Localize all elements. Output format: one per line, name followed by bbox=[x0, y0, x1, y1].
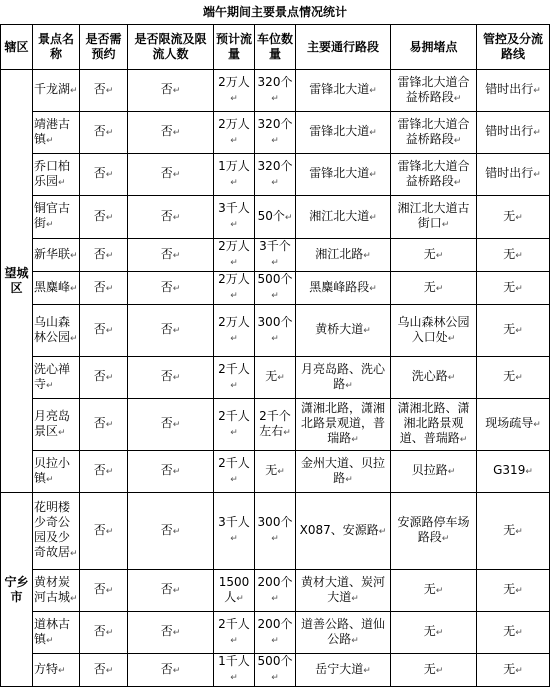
paragraph-mark-icon: ↵ bbox=[105, 467, 114, 477]
flow-limit-cell: 否↵ bbox=[128, 570, 214, 612]
paragraph-mark-icon: ↵ bbox=[172, 373, 181, 383]
paragraph-mark-icon: ↵ bbox=[230, 474, 238, 485]
main-road-cell: 金州大道、贝拉路↵ bbox=[296, 451, 391, 493]
paragraph-mark-icon: ↵ bbox=[105, 250, 114, 261]
table-row bbox=[1, 272, 550, 305]
expected-flow-cell: 2千人↵ bbox=[214, 357, 255, 399]
header-cell: 易拥堵点 bbox=[391, 25, 477, 70]
paragraph-mark-icon: ↵ bbox=[172, 283, 181, 294]
expected-flow-cell: 2万人↵ bbox=[214, 305, 255, 357]
paragraph-mark-icon: ↵ bbox=[459, 435, 468, 445]
paragraph-mark-icon: ↵ bbox=[70, 593, 78, 604]
paragraph-mark-icon: ↵ bbox=[435, 250, 444, 261]
paragraph-mark-icon: ↵ bbox=[230, 220, 238, 230]
header-cell: 是否限流及限流人数 bbox=[128, 25, 214, 70]
paragraph-mark-icon: ↵ bbox=[230, 673, 238, 683]
paragraph-mark-icon: ↵ bbox=[453, 93, 462, 104]
paragraph-mark-icon: ↵ bbox=[369, 170, 377, 180]
paragraph-mark-icon: ↵ bbox=[277, 467, 285, 477]
paragraph-mark-icon: ↵ bbox=[515, 250, 523, 261]
paragraph-mark-icon: ↵ bbox=[105, 526, 114, 537]
congestion-point-cell: 无↵ bbox=[391, 654, 477, 687]
paragraph-mark-icon: ↵ bbox=[70, 549, 78, 559]
parking-spaces-cell: 500个↵ bbox=[255, 654, 296, 687]
congestion-point-cell: 无↵ bbox=[391, 239, 477, 272]
paragraph-mark-icon: ↵ bbox=[172, 86, 181, 96]
header-cell: 是否需预约 bbox=[80, 25, 128, 70]
paragraph-mark-icon: ↵ bbox=[105, 86, 114, 96]
control-route-cell: 现场疏导↵ bbox=[477, 399, 550, 451]
paragraph-mark-icon: ↵ bbox=[105, 628, 114, 638]
paragraph-mark-icon: ↵ bbox=[105, 212, 114, 223]
expected-flow-cell: 2千人↵ bbox=[214, 451, 255, 493]
paragraph-mark-icon: ↵ bbox=[46, 380, 54, 391]
table-row bbox=[1, 239, 550, 272]
spot-name-cell: 靖港古镇↵ bbox=[33, 112, 80, 154]
spot-name-cell: 黄材炭河古城↵ bbox=[33, 570, 80, 612]
paragraph-mark-icon: ↵ bbox=[533, 170, 541, 180]
paragraph-mark-icon: ↵ bbox=[230, 380, 238, 391]
table-row bbox=[1, 70, 550, 112]
control-route-cell: 错时出行↵ bbox=[477, 70, 550, 112]
parking-spaces-cell: 3千个↵ bbox=[255, 239, 296, 272]
expected-flow-cell: 2万人↵ bbox=[214, 239, 255, 272]
congestion-point-cell: 雷锋北大道合益桥路段↵ bbox=[391, 112, 477, 154]
header-cell: 管控及分流路线 bbox=[477, 25, 550, 70]
district-cell: 望城区 bbox=[1, 70, 33, 493]
expected-flow-cell: 2千人↵ bbox=[214, 612, 255, 654]
control-route-cell: 无↵ bbox=[477, 272, 550, 305]
flow-limit-cell: 否↵ bbox=[128, 612, 214, 654]
paragraph-mark-icon: ↵ bbox=[172, 170, 181, 180]
expected-flow-cell: 1500人↵ bbox=[214, 570, 255, 612]
paragraph-mark-icon: ↵ bbox=[271, 135, 279, 146]
paragraph-mark-icon: ↵ bbox=[271, 593, 279, 604]
paragraph-mark-icon: ↵ bbox=[105, 665, 114, 676]
paragraph-mark-icon: ↵ bbox=[70, 250, 78, 261]
paragraph-mark-icon: ↵ bbox=[271, 291, 279, 301]
control-route-cell: 错时出行↵ bbox=[477, 112, 550, 154]
spot-name-cell: 贝拉小镇↵ bbox=[33, 451, 80, 493]
expected-flow-cell: 2千人↵ bbox=[214, 399, 255, 451]
parking-spaces-cell: 无↵ bbox=[255, 357, 296, 399]
paragraph-mark-icon: ↵ bbox=[46, 135, 54, 146]
paragraph-mark-icon: ↵ bbox=[46, 635, 54, 646]
paragraph-mark-icon: ↵ bbox=[172, 665, 181, 676]
main-road-cell: 道善公路、道仙公路↵ bbox=[296, 612, 391, 654]
congestion-point-cell: 雷锋北大道合益桥路段↵ bbox=[391, 154, 477, 196]
spot-name-cell: 乌山森林公园↵ bbox=[33, 305, 80, 357]
paragraph-mark-icon: ↵ bbox=[453, 177, 462, 188]
congestion-point-cell: 乌山森林公园入口处↵ bbox=[391, 305, 477, 357]
paragraph-mark-icon: ↵ bbox=[172, 467, 181, 477]
paragraph-mark-icon: ↵ bbox=[515, 212, 523, 223]
paragraph-mark-icon: ↵ bbox=[515, 628, 523, 638]
flow-limit-cell: 否↵ bbox=[128, 493, 214, 570]
expected-flow-cell: 3千人↵ bbox=[214, 196, 255, 239]
paragraph-mark-icon: ↵ bbox=[435, 665, 444, 676]
paragraph-mark-icon: ↵ bbox=[525, 467, 533, 477]
paragraph-mark-icon: ↵ bbox=[369, 212, 377, 223]
reservation-cell: 否↵ bbox=[80, 612, 128, 654]
reservation-cell: 否↵ bbox=[80, 305, 128, 357]
paragraph-mark-icon: ↵ bbox=[453, 135, 462, 146]
reservation-cell: 否↵ bbox=[80, 272, 128, 305]
paragraph-mark-icon: ↵ bbox=[441, 534, 450, 544]
parking-spaces-cell: 无↵ bbox=[255, 451, 296, 493]
main-road-cell: 月亮岛路、洗心路↵ bbox=[296, 357, 391, 399]
paragraph-mark-icon: ↵ bbox=[172, 586, 181, 596]
paragraph-mark-icon: ↵ bbox=[369, 86, 377, 96]
paragraph-mark-icon: ↵ bbox=[284, 212, 293, 223]
header-cell: 主要通行路段 bbox=[296, 25, 391, 70]
reservation-cell: 否↵ bbox=[80, 70, 128, 112]
paragraph-mark-icon: ↵ bbox=[369, 128, 377, 138]
paragraph-mark-icon: ↵ bbox=[70, 86, 78, 96]
main-road-cell: 雷锋北大道↵ bbox=[296, 112, 391, 154]
flow-limit-cell: 否↵ bbox=[128, 451, 214, 493]
table-row bbox=[1, 357, 550, 399]
paragraph-mark-icon: ↵ bbox=[230, 635, 238, 646]
table-row bbox=[1, 305, 550, 357]
control-route-cell: 无↵ bbox=[477, 654, 550, 687]
paragraph-mark-icon: ↵ bbox=[236, 593, 244, 604]
main-road-cell: 黄材大道、炭河大道↵ bbox=[296, 570, 391, 612]
control-route-cell: 无↵ bbox=[477, 612, 550, 654]
paragraph-mark-icon: ↵ bbox=[70, 283, 78, 294]
table-row bbox=[1, 612, 550, 654]
paragraph-mark-icon: ↵ bbox=[105, 586, 114, 596]
main-road-cell: 岳宁大道↵ bbox=[296, 654, 391, 687]
expected-flow-cell: 2万人↵ bbox=[214, 112, 255, 154]
main-road-cell: 雷锋北大道↵ bbox=[296, 70, 391, 112]
table-row bbox=[1, 399, 550, 451]
paragraph-mark-icon: ↵ bbox=[345, 380, 353, 391]
reservation-cell: 否↵ bbox=[80, 357, 128, 399]
flow-limit-cell: 否↵ bbox=[128, 196, 214, 239]
paragraph-mark-icon: ↵ bbox=[58, 427, 66, 438]
parking-spaces-cell: 300个↵ bbox=[255, 493, 296, 570]
reservation-cell: 否↵ bbox=[80, 570, 128, 612]
flow-limit-cell: 否↵ bbox=[128, 654, 214, 687]
parking-spaces-cell: 320个↵ bbox=[255, 154, 296, 196]
main-road-cell: 湘江北大道↵ bbox=[296, 196, 391, 239]
flow-limit-cell: 否↵ bbox=[128, 399, 214, 451]
flow-limit-cell: 否↵ bbox=[128, 357, 214, 399]
paragraph-mark-icon: ↵ bbox=[515, 665, 523, 676]
expected-flow-cell: 2万人↵ bbox=[214, 272, 255, 305]
paragraph-mark-icon: ↵ bbox=[46, 220, 54, 230]
header-cell: 预计流量 bbox=[214, 25, 255, 70]
paragraph-mark-icon: ↵ bbox=[515, 586, 523, 596]
flow-limit-cell: 否↵ bbox=[128, 305, 214, 357]
paragraph-mark-icon: ↵ bbox=[58, 177, 66, 188]
reservation-cell: 否↵ bbox=[80, 451, 128, 493]
congestion-point-cell: 雷锋北大道合益桥路段↵ bbox=[391, 70, 477, 112]
reservation-cell: 否↵ bbox=[80, 399, 128, 451]
paragraph-mark-icon: ↵ bbox=[271, 93, 279, 104]
parking-spaces-cell: 50个↵ bbox=[255, 196, 296, 239]
parking-spaces-cell: 200个↵ bbox=[255, 612, 296, 654]
paragraph-mark-icon: ↵ bbox=[447, 333, 456, 344]
parking-spaces-cell: 2千个左右↵ bbox=[255, 399, 296, 451]
paragraph-mark-icon: ↵ bbox=[345, 474, 353, 485]
page-title: 端午期间主要景点情况统计 bbox=[202, 5, 347, 19]
paragraph-mark-icon: ↵ bbox=[363, 665, 371, 676]
paragraph-mark-icon: ↵ bbox=[447, 467, 456, 477]
table-row bbox=[1, 196, 550, 239]
reservation-cell: 否↵ bbox=[80, 196, 128, 239]
paragraph-mark-icon: ↵ bbox=[271, 177, 279, 188]
paragraph-mark-icon: ↵ bbox=[435, 628, 444, 638]
paragraph-mark-icon: ↵ bbox=[351, 593, 359, 604]
scenic-spot-table bbox=[0, 24, 550, 687]
control-route-cell: 无↵ bbox=[477, 305, 550, 357]
paragraph-mark-icon: ↵ bbox=[533, 86, 541, 96]
header-cell: 景点名称 bbox=[33, 25, 80, 70]
parking-spaces-cell: 300个↵ bbox=[255, 305, 296, 357]
paragraph-mark-icon: ↵ bbox=[351, 635, 359, 646]
paragraph-mark-icon: ↵ bbox=[363, 250, 371, 261]
district-cell: 宁乡市 bbox=[1, 493, 33, 687]
paragraph-mark-icon: ↵ bbox=[105, 373, 114, 383]
paragraph-mark-icon: ↵ bbox=[230, 177, 238, 188]
spot-name-cell: 铜官古街↵ bbox=[33, 196, 80, 239]
paragraph-mark-icon: ↵ bbox=[271, 635, 279, 646]
paragraph-mark-icon: ↵ bbox=[172, 326, 181, 336]
spot-name-cell: 道林古镇↵ bbox=[33, 612, 80, 654]
main-road-cell: 雷锋北大道↵ bbox=[296, 154, 391, 196]
paragraph-mark-icon: ↵ bbox=[230, 333, 238, 344]
spot-name-cell: 花明楼少奇公园及少奇故居↵ bbox=[33, 493, 80, 570]
control-route-cell: 无↵ bbox=[477, 570, 550, 612]
expected-flow-cell: 3千人↵ bbox=[214, 493, 255, 570]
expected-flow-cell: 2万人↵ bbox=[214, 70, 255, 112]
paragraph-mark-icon: ↵ bbox=[46, 474, 54, 485]
flow-limit-cell: 否↵ bbox=[128, 239, 214, 272]
paragraph-mark-icon: ↵ bbox=[230, 291, 238, 301]
congestion-point-cell: 无↵ bbox=[391, 612, 477, 654]
paragraph-mark-icon: ↵ bbox=[230, 534, 238, 544]
main-road-cell: 黄桥大道↵ bbox=[296, 305, 391, 357]
expected-flow-cell: 1千人↵ bbox=[214, 654, 255, 687]
paragraph-mark-icon: ↵ bbox=[533, 128, 541, 138]
reservation-cell: 否↵ bbox=[80, 493, 128, 570]
spot-name-cell: 新华联↵ bbox=[33, 239, 80, 272]
paragraph-mark-icon: ↵ bbox=[105, 326, 114, 336]
paragraph-mark-icon: ↵ bbox=[515, 526, 523, 537]
paragraph-mark-icon: ↵ bbox=[515, 373, 523, 383]
paragraph-mark-icon: ↵ bbox=[533, 420, 541, 430]
congestion-point-cell: 贝拉路↵ bbox=[391, 451, 477, 493]
reservation-cell: 否↵ bbox=[80, 112, 128, 154]
paragraph-mark-icon: ↵ bbox=[230, 93, 238, 104]
paragraph-mark-icon: ↵ bbox=[435, 283, 444, 294]
paragraph-mark-icon: ↵ bbox=[515, 326, 523, 336]
paragraph-mark-icon: ↵ bbox=[435, 586, 444, 596]
paragraph-mark-icon: ↵ bbox=[363, 326, 371, 336]
main-road-cell: 湘江北路↵ bbox=[296, 239, 391, 272]
congestion-point-cell: 无↵ bbox=[391, 272, 477, 305]
control-route-cell: G319↵ bbox=[477, 451, 550, 493]
control-route-cell: 错时出行↵ bbox=[477, 154, 550, 196]
spot-name-cell: 千龙湖↵ bbox=[33, 70, 80, 112]
main-road-cell: 潇湘北路，潇湘北路景观道，普瑞路↵ bbox=[296, 399, 391, 451]
header-cell: 车位数量 bbox=[255, 25, 296, 70]
table-row bbox=[1, 570, 550, 612]
paragraph-mark-icon: ↵ bbox=[230, 135, 238, 146]
paragraph-mark-icon: ↵ bbox=[271, 258, 279, 268]
header-cell: 辖区 bbox=[1, 25, 33, 70]
spot-name-cell: 黑麋峰↵ bbox=[33, 272, 80, 305]
spot-name-cell: 月亮岛景区↵ bbox=[33, 399, 80, 451]
paragraph-mark-icon: ↵ bbox=[105, 283, 114, 294]
parking-spaces-cell: 320个↵ bbox=[255, 112, 296, 154]
flow-limit-cell: 否↵ bbox=[128, 154, 214, 196]
congestion-point-cell: 潇湘北路、潇湘北路景观道、普瑞路↵ bbox=[391, 399, 477, 451]
flow-limit-cell: 否↵ bbox=[128, 70, 214, 112]
table-row bbox=[1, 112, 550, 154]
flow-limit-cell: 否↵ bbox=[128, 272, 214, 305]
reservation-cell: 否↵ bbox=[80, 654, 128, 687]
paragraph-mark-icon: ↵ bbox=[515, 283, 523, 294]
paragraph-mark-icon: ↵ bbox=[378, 526, 387, 537]
flow-limit-cell: 否↵ bbox=[128, 112, 214, 154]
table-row bbox=[1, 154, 550, 196]
paragraph-mark-icon: ↵ bbox=[277, 373, 285, 383]
congestion-point-cell: 洗心路↵ bbox=[391, 357, 477, 399]
spot-name-cell: 洗心禅寺↵ bbox=[33, 357, 80, 399]
paragraph-mark-icon: ↵ bbox=[283, 427, 291, 438]
table-row bbox=[1, 654, 550, 687]
reservation-cell: 否↵ bbox=[80, 154, 128, 196]
paragraph-mark-icon: ↵ bbox=[271, 673, 279, 683]
control-route-cell: 无↵ bbox=[477, 196, 550, 239]
paragraph-mark-icon: ↵ bbox=[105, 170, 114, 180]
paragraph-mark-icon: ↵ bbox=[230, 258, 238, 268]
paragraph-mark-icon: ↵ bbox=[58, 665, 66, 676]
paragraph-mark-icon: ↵ bbox=[271, 534, 279, 544]
paragraph-mark-icon: ↵ bbox=[230, 427, 238, 438]
paragraph-mark-icon: ↵ bbox=[70, 333, 78, 344]
paragraph-mark-icon: ↵ bbox=[105, 420, 114, 430]
control-route-cell: 无↵ bbox=[477, 239, 550, 272]
reservation-cell: 否↵ bbox=[80, 239, 128, 272]
paragraph-mark-icon: ↵ bbox=[172, 212, 181, 223]
control-route-cell: 无↵ bbox=[477, 357, 550, 399]
control-route-cell: 无↵ bbox=[477, 493, 550, 570]
table-row bbox=[1, 493, 550, 570]
paragraph-mark-icon: ↵ bbox=[447, 373, 456, 383]
paragraph-mark-icon: ↵ bbox=[351, 435, 359, 445]
paragraph-mark-icon: ↵ bbox=[441, 220, 450, 230]
expected-flow-cell: 1万人↵ bbox=[214, 154, 255, 196]
table-row bbox=[1, 451, 550, 493]
congestion-point-cell: 安源路停车场路段↵ bbox=[391, 493, 477, 570]
paragraph-mark-icon: ↵ bbox=[172, 250, 181, 261]
paragraph-mark-icon: ↵ bbox=[172, 128, 181, 138]
paragraph-mark-icon: ↵ bbox=[172, 420, 181, 430]
spot-name-cell: 方特↵ bbox=[33, 654, 80, 687]
main-road-cell: 黑麋峰路段↵ bbox=[296, 272, 391, 305]
congestion-point-cell: 湘江北大道古街口↵ bbox=[391, 196, 477, 239]
paragraph-mark-icon: ↵ bbox=[105, 128, 114, 138]
congestion-point-cell: 无↵ bbox=[391, 570, 477, 612]
paragraph-mark-icon: ↵ bbox=[369, 283, 377, 294]
spot-name-cell: 乔口柏乐园↵ bbox=[33, 154, 80, 196]
parking-spaces-cell: 320个↵ bbox=[255, 70, 296, 112]
main-road-cell: X087、安源路↵ bbox=[296, 493, 391, 570]
parking-spaces-cell: 200个↵ bbox=[255, 570, 296, 612]
paragraph-mark-icon: ↵ bbox=[271, 333, 279, 344]
parking-spaces-cell: 500个↵ bbox=[255, 272, 296, 305]
paragraph-mark-icon: ↵ bbox=[172, 628, 181, 638]
header-row bbox=[1, 25, 550, 70]
paragraph-mark-icon: ↵ bbox=[172, 526, 181, 537]
